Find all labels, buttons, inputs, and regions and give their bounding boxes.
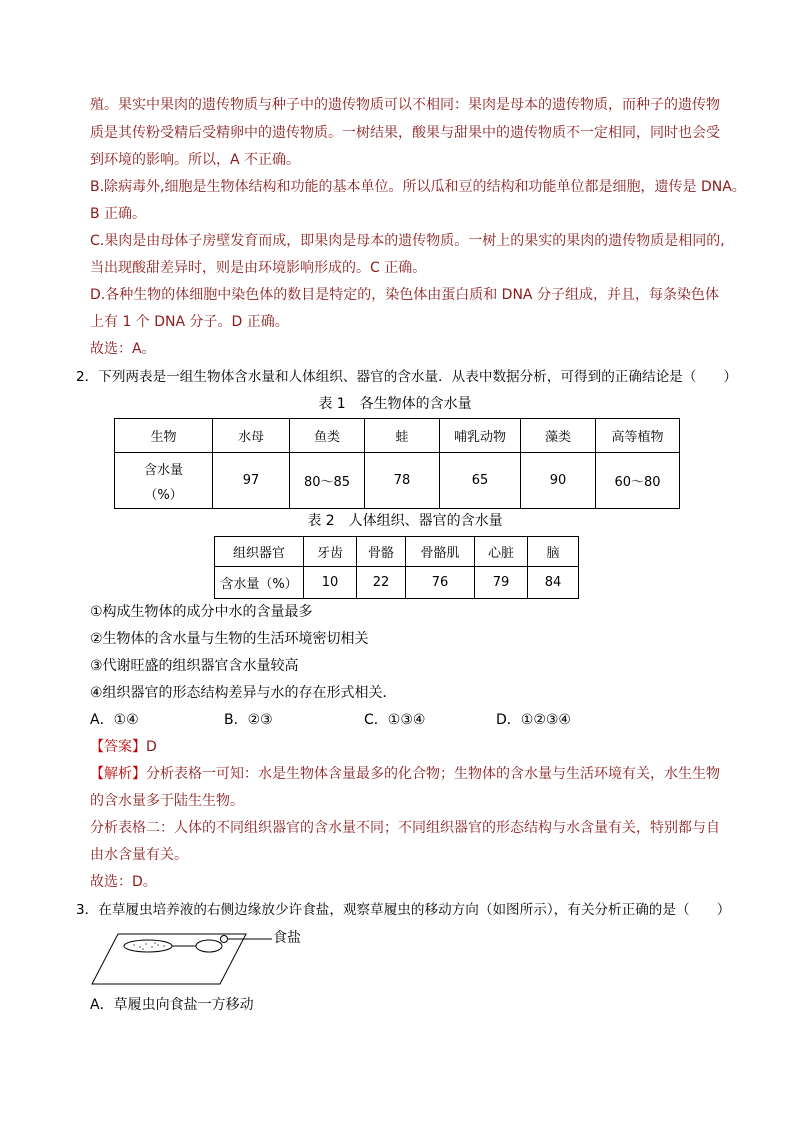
- table-cell: 高等植物: [596, 419, 680, 453]
- table-cell: 骨骼肌: [406, 537, 475, 567]
- analysis-line: 的含水量多于陆生生物。: [90, 793, 244, 809]
- table-cell: 60～80: [596, 453, 680, 509]
- option-b: B．②③: [224, 712, 273, 728]
- salt-grain: [221, 936, 228, 943]
- table-cell: 骨骼: [357, 537, 406, 567]
- table-row-label: [115, 453, 213, 509]
- table-cell: 心脏: [475, 537, 528, 567]
- explanation-line: C.果肉是由母体子房壁发育而成，即果肉是母本的遗传物质。一树上的果实的果肉的遗传物质是相同的,: [90, 233, 725, 249]
- paramecium-dots: [133, 942, 165, 950]
- option-a: A．①④: [90, 712, 139, 728]
- table-1-value-row: [115, 453, 680, 509]
- analysis-line: 分析表格二：人体的不同组织器官的含水量不同；不同组织器官的形态结构与水含量有关，特别都与自: [90, 820, 720, 836]
- statement-line: ④组织器官的形态结构差异与水的存在形式相关．: [90, 685, 397, 701]
- analysis-line: [90, 765, 720, 783]
- table-2-caption: 表 2 人体组织、器官的含水量: [307, 513, 503, 529]
- table-cell: 79: [475, 567, 528, 599]
- question-2-stem: 2．下列两表是一组生物体含水量和人体组织、器官的含水量．从表中数据分析，可得到的正确结论是（ ）: [76, 369, 738, 385]
- question-3-stem: 3．在草履虫培养液的右侧边缘放少许食盐，观察草履虫的移动方向（如图所示），有关分析正确的是（ ）: [76, 902, 731, 918]
- culture-drop-right: [196, 940, 222, 952]
- table-cell: 藻类: [521, 419, 596, 453]
- table-cell: 84: [528, 567, 579, 599]
- explanation-line: 殖。果实中果肉的遗传物质与种子中的遗传物质可以不相同：果肉是母本的遗传物质，而种子的遗传物: [90, 97, 720, 113]
- analysis-text: 分析表格一可知：水是生物体含量最多的化合物；生物体的含水量与生活环境有关，水生生物: [146, 766, 720, 782]
- explanation-line: B 正确。: [90, 206, 147, 222]
- table-1-caption: 表 1 各生物体的含水量: [318, 396, 472, 412]
- table-cell: 牙齿: [304, 537, 357, 567]
- table-cell: 组织器官: [215, 537, 304, 567]
- table-cell: 90: [521, 453, 596, 509]
- table-cell: 哺乳动物: [440, 419, 521, 453]
- option-c: C．①③④: [364, 712, 426, 728]
- explanation-line: 质是其传粉受精后受精卵中的遗传物质。一树结果，酸果与甜果中的遗传物质不一定相同，同时也会受: [90, 125, 720, 141]
- option-d: D．①②③④: [496, 712, 571, 728]
- table-2: [214, 536, 579, 599]
- table-2-header-row: [215, 537, 579, 567]
- table-cell: 97: [213, 453, 290, 509]
- answer-line: [90, 738, 157, 756]
- table-cell: 76: [406, 567, 475, 599]
- table-cell: 生物: [115, 419, 213, 453]
- table-cell: 水母: [213, 419, 290, 453]
- explanation-line: B.除病毒外,细胞是生物体结构和功能的基本单位。所以瓜和豆的结构和功能单位都是细胞，遗传是 DNA。: [90, 179, 746, 195]
- table-cell: 65: [440, 453, 521, 509]
- row-label-unit: （%）: [144, 487, 183, 503]
- table-cell: 80～85: [290, 453, 365, 509]
- analysis-line: 由水含量有关。: [90, 847, 188, 863]
- row-label-line: 含水量: [143, 462, 183, 478]
- statement-line: ②生物体的含水量与生物的生活环境密切相关: [90, 631, 369, 647]
- table-cell: 蛙: [365, 419, 440, 453]
- statement-line: ③代谢旺盛的组织器官含水量较高: [90, 658, 299, 674]
- table-cell: 78: [365, 453, 440, 509]
- answer-tag: 【答案】: [90, 739, 146, 755]
- analysis-tag: 【解析】: [90, 766, 146, 782]
- table-1-header-row: [115, 419, 680, 453]
- explanation-line: D.各种生物的体细胞中染色体的数目是特定的，染色体由蛋白质和 DNA 分子组成，并且，每条染色体: [90, 287, 719, 303]
- explanation-line: 到环境的影响。所以，A 不正确。: [90, 152, 301, 168]
- table-cell: 鱼类: [290, 419, 365, 453]
- answer-value: D: [146, 739, 157, 755]
- statement-line: ①构成生物体的成分中水的含量最多: [90, 604, 313, 620]
- table-1: [114, 418, 680, 509]
- analysis-line: 故选：D。: [90, 874, 157, 890]
- figure-label-salt: 食盐: [273, 930, 301, 946]
- table-cell: 22: [357, 567, 406, 599]
- table-cell: 10: [304, 567, 357, 599]
- table-row-label: 含水量（%）: [215, 567, 304, 599]
- explanation-line: 当出现酸甜差异时，则是由环境影响形成的。C 正确。: [90, 260, 427, 276]
- question-3-option-a: A．草履虫向食盐一方移动: [90, 997, 254, 1013]
- table-cell: 脑: [528, 537, 579, 567]
- explanation-line: 故选：A。: [90, 341, 156, 357]
- explanation-line: 上有 1 个 DNA 分子。D 正确。: [90, 314, 289, 330]
- table-2-value-row: [215, 567, 579, 599]
